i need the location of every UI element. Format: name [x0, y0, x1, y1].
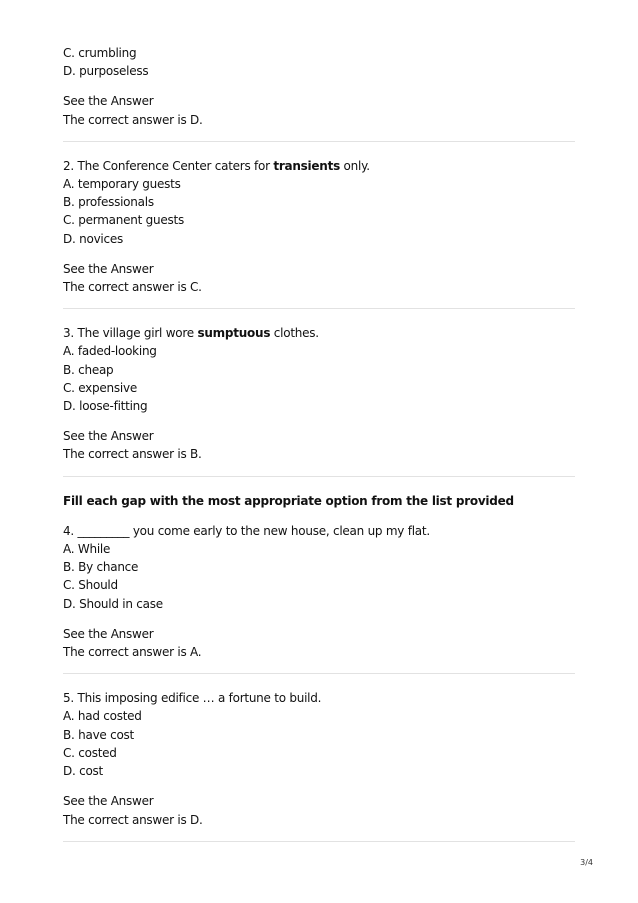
correct-answer-text: The correct answer is B. — [63, 447, 202, 462]
option-c: C. crumbling — [63, 46, 137, 60]
question-4 — [63, 522, 575, 613]
question-text: 4. _________ you come early to the new house, clean up my flat. — [63, 523, 430, 538]
question-prefix: 2. The Conference Center caters for — [63, 158, 274, 173]
correct-answer-text: The correct answer is A. — [63, 645, 202, 660]
question-5 — [63, 689, 575, 780]
answer-block-3 — [63, 427, 575, 463]
option-d: D. loose-fitting — [63, 399, 148, 414]
see-answer-link[interactable]: See the Answer — [63, 429, 154, 444]
question-suffix: only. — [339, 158, 370, 173]
section-heading: Fill each gap with the most appropriate option from the list provided — [63, 493, 514, 508]
divider — [63, 841, 575, 842]
see-answer-link[interactable]: See the Answer — [63, 794, 154, 809]
option-a: A. had costed — [63, 709, 142, 724]
question-text: 5. This imposing edifice … a fortune to build. — [63, 691, 322, 706]
option-c: C. permanent guests — [63, 213, 184, 228]
divider — [63, 476, 575, 477]
answer-block-4 — [63, 625, 575, 661]
question-keyword: transients — [273, 158, 340, 173]
question-3 — [63, 324, 575, 415]
answer-block-2 — [63, 260, 575, 296]
option-c: C. costed — [63, 745, 117, 760]
correct-answer-text: The correct answer is D. — [63, 112, 203, 127]
option-c: C. expensive — [63, 380, 137, 395]
answer-block-1 — [63, 92, 575, 128]
option-d: D. cost — [63, 764, 104, 779]
question-prefix: 3. The village girl wore — [63, 326, 198, 341]
answer-block-5 — [63, 792, 575, 828]
question-text — [63, 324, 575, 342]
see-answer-link[interactable]: See the Answer — [63, 261, 154, 276]
see-answer-link[interactable]: See the Answer — [63, 626, 154, 641]
question-suffix: clothes. — [270, 326, 319, 341]
see-answer-link[interactable]: See the Answer — [63, 94, 154, 109]
divider — [63, 141, 575, 142]
option-d: D. Should in case — [63, 596, 163, 611]
correct-answer-text: The correct answer is C. — [63, 280, 202, 295]
option-b: B. By chance — [63, 560, 139, 575]
question-1-tail — [63, 44, 575, 80]
option-b: B. professionals — [63, 195, 154, 210]
divider — [63, 673, 575, 674]
option-c: C. Should — [63, 578, 118, 593]
option-d: D. purposeless — [63, 64, 149, 79]
option-b: B. have cost — [63, 727, 135, 742]
option-a: A. While — [63, 542, 111, 557]
question-2 — [63, 157, 575, 248]
option-b: B. cheap — [63, 362, 114, 377]
option-a: A. temporary guests — [63, 177, 181, 192]
question-keyword: sumptuous — [197, 326, 271, 341]
question-text — [63, 157, 575, 175]
page-number: 3/4 — [580, 858, 593, 867]
option-d: D. novices — [63, 231, 123, 246]
correct-answer-text: The correct answer is D. — [63, 812, 203, 827]
option-a: A. faded-looking — [63, 344, 157, 359]
document-page — [63, 44, 575, 857]
divider — [63, 308, 575, 309]
